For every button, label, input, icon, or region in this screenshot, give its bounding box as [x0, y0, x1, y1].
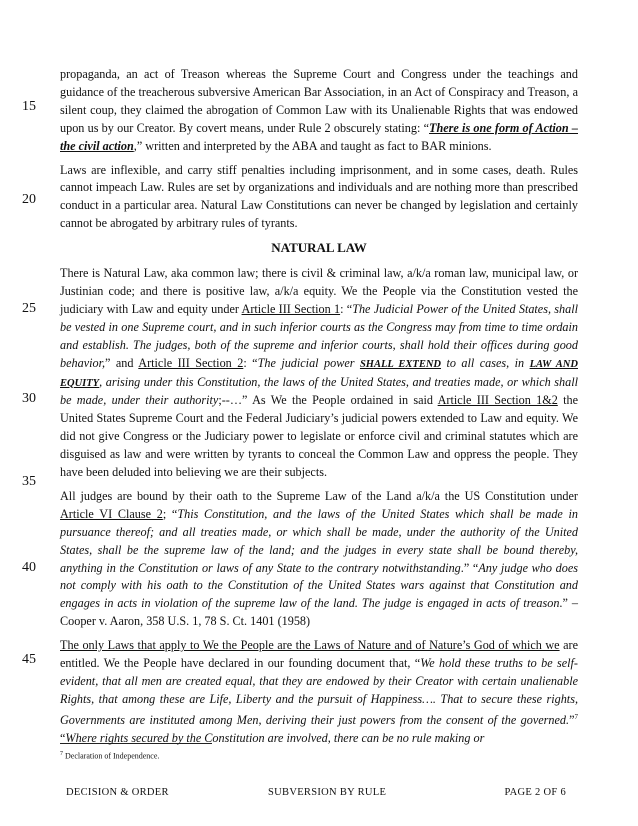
p3-text-e: ;--…” As We the People ordained in said — [218, 393, 438, 408]
p3-text-a: There is Natural Law, aka common law; there is civil & criminal law, a/k/a roman law, municipal law, or Justinian code; and there is positive law, a/k/a equity. We the People via the Constitution vested the judiciary with Law and equity under — [60, 266, 578, 316]
p1-text-b: ,” written and interpreted by the ABA and taught as fact to BAR minions. — [133, 138, 492, 153]
article-vi-clause-2-ref: Article VI Clause 2 — [60, 506, 163, 521]
page-number: PAGE 2 OF 6 — [504, 787, 566, 798]
line-number-45: 45 — [22, 652, 36, 667]
line-number-25: 25 — [22, 301, 36, 316]
line-number-20: 20 — [22, 192, 36, 207]
paragraph-treason — [60, 66, 578, 156]
law-and-equity-emphasis: LAW AND EQUITY — [60, 358, 578, 389]
shall-extend-emphasis: SHALL EXTEND — [359, 358, 442, 370]
p3-text-c: ” and — [105, 355, 139, 370]
article-iii-s2-quote-c: , arising under this Constitution, the laws of the United States, and treaties made, or which shall be made, under their authority — [60, 374, 578, 408]
paragraph-natural-law — [60, 265, 578, 482]
p4-text-c: .” “ — [460, 560, 479, 575]
footer-title: DECISION & ORDER — [66, 787, 169, 798]
p3-text-d: : “ — [243, 355, 258, 370]
line-number-15: 15 — [22, 99, 36, 114]
article-iii-s1-quote: The Judicial Power of the United States, shall be vested in one Supreme court, and in such inferior courts as the Congress may from time to time ordain and establish. The judges, both of the supreme and inferior courts, shall hold their offices during good behavior, — [60, 301, 578, 370]
article-iii-s2-quote-a: The judicial power — [257, 355, 360, 370]
cooper-citation: .” – Cooper v. Aaron, 358 U.S. 1, 78 S. Ct. 1401 (1958) — [60, 596, 578, 629]
declaration-quote: We hold these truths to be self-evident, that all men are created equal, that they are endowed by their Creator with certain unalienable Rights, that among these are Life, Liberty and the pursuit of Happiness…. That to secure these rights, Governments are instituted among Men, deriving their just powers from the consent of the governed. — [60, 656, 578, 727]
paragraph-laws-of-nature — [60, 637, 578, 748]
footer-subtitle: SUBVERSION BY RULE — [268, 787, 387, 798]
line-number-40: 40 — [22, 560, 36, 575]
p5-text-b: “ — [60, 730, 66, 745]
p5-text-a: are entitled. We the People have declared in our founding document that, “ — [60, 638, 578, 671]
rights-quote: Where rights secured by the Constitution are involved, there can be no rule making or — [65, 730, 485, 745]
article-iii-section-1-2-ref: Article III Section 1&2 — [437, 393, 558, 408]
p4-text-b: ; “ — [162, 506, 178, 521]
article-iii-section-2-ref: Article III Section 2 — [138, 355, 244, 370]
p4-text-a: All judges are bound by their oath to the Supreme Law of the Land a/k/a the US Constitution under — [60, 488, 578, 503]
page-footer — [60, 787, 578, 801]
p5-underlined-lead: The only Laws that apply to We the People are the Laws of Nature and of Nature’s God of which we — [60, 638, 560, 653]
p3-text-f: the United States Supreme Court and the Federal Judiciary’s judicial powers extended to Law and equity. We did not give Congress or the Judiciary power to legislate or enforce civil and criminal statutes which are disguised as law and were written by tyrants to conceal the Common Law and oppress the people. They have been deluded into believing we are their subjects. — [60, 393, 578, 480]
footnote-ref: 7 — [574, 712, 578, 721]
p3-text-b: : “ — [340, 301, 353, 316]
line-number-35: 35 — [22, 474, 36, 489]
footnote-text: Declaration of Independence. — [63, 751, 160, 761]
footnote-divider — [60, 743, 212, 744]
p1-text-a: propaganda, an act of Treason whereas the Supreme Court and Congress under the teachings and guidance of the treacherous subversive American Bar Association, in an Act of Conspiracy and Treason, a silent coup, they claimed the abrogation of Common Law with its Unalienable Rights that was endowed upon us by our Creator. By covert means, under Rule 2 obscurely stating: “ — [60, 67, 578, 135]
line-number-30: 30 — [22, 391, 36, 406]
footnote-number: 7 — [60, 751, 63, 757]
footnote — [60, 749, 159, 762]
paragraph-laws-vs-rules: Laws are inflexible, and carry stiff penalties including imprisonment, and in some cases, death. Rules cannot impeach Law. Rules are set by organizations and individuals and are nothing more than prescribed conduct in a particular area. Natural Law Constitutions can never be changed by legislation and certainly cannot be abrogated by arbitrary rules of tyrants. — [60, 162, 578, 231]
rule-2-quote: There is one form of Action – the civil action — [60, 120, 578, 153]
paragraph-judges-oath — [60, 488, 578, 631]
article-iii-section-1-ref: Article III Section 1 — [241, 301, 341, 316]
document-body — [60, 66, 578, 754]
cooper-quote: Any judge who does not comply with his oath to the Constitution of the United States wars against that Constitution and engages in acts in violation of the supreme law of the land. The judge is engaged in acts of treason — [60, 560, 578, 611]
supremacy-clause-quote: This Constitution, and the laws of the United States which shall be made in pursuance thereof; and all treaties made, or which shall be made, under the authority of the United States, shall be the supreme law of the land; and the judges in every state shall be bound thereby, anything in the Constitution or laws of any State to the contrary notwithstanding — [60, 506, 579, 575]
article-iii-s2-quote-b: to all cases, in — [441, 355, 530, 370]
section-heading: NATURAL LAW — [271, 240, 367, 256]
p5-close-quote: ” — [569, 712, 575, 727]
